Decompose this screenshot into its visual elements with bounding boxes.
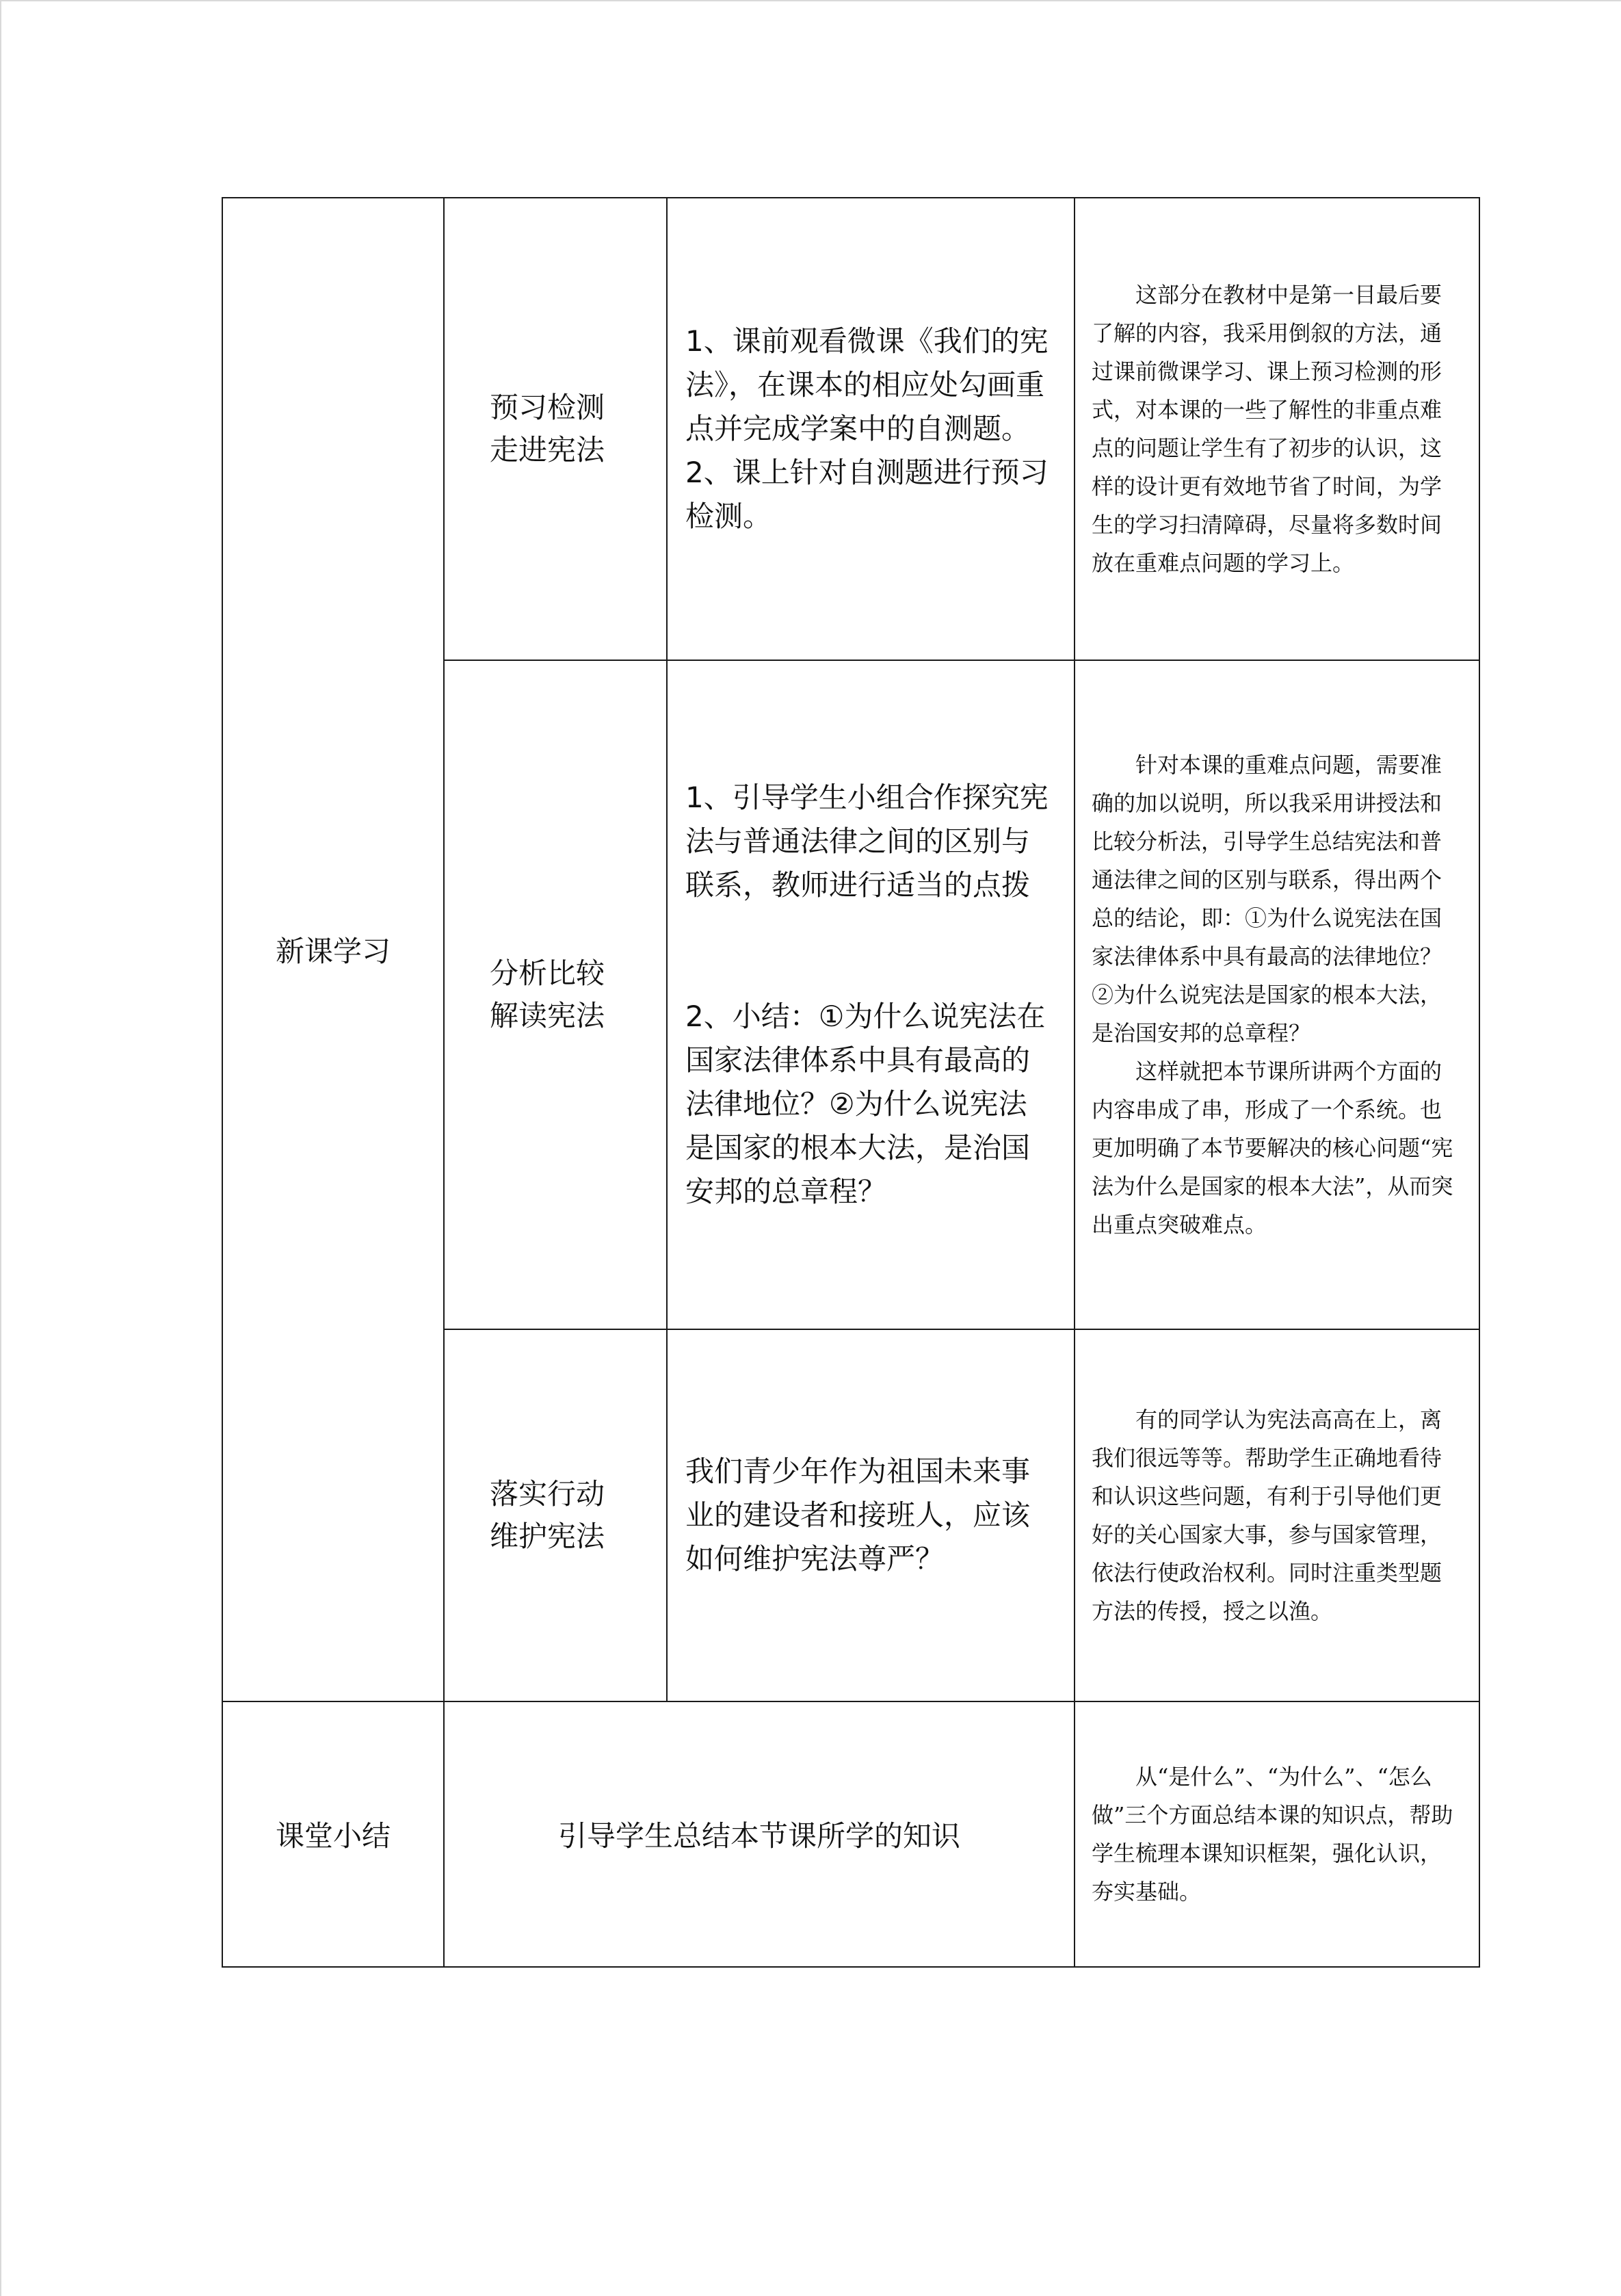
table-row [222, 198, 1479, 660]
stage-summary: 课堂小结 [222, 1701, 444, 1967]
step-name-line: 落实行动 [490, 1477, 605, 1511]
step-name-line: 维护宪法 [490, 1519, 605, 1553]
activity-text: 2、小结：①为什么说宪法在国家法律体系中具有最高的法律地位？②为什么说宪法是国家的根本大法，是治国安邦的总章程？ [685, 1000, 1046, 1208]
design-note-cell [1075, 660, 1479, 1329]
activity-text: 1、引导学生小组合作探究宪法与普通法律之间的区别与联系，教师进行适当的点拨 [685, 781, 1049, 902]
summary-activity: 引导学生总结本节课所学的知识 [444, 1701, 1075, 1967]
stage-new-lesson: 新课学习 [222, 198, 444, 1701]
step-name-line: 预习检测 [490, 391, 605, 424]
step-cell [444, 1329, 667, 1701]
design-note-cell [1075, 198, 1479, 660]
step-name-line: 走进宪法 [490, 433, 605, 467]
step-cell [444, 198, 667, 660]
design-note-text: 这部分在教材中是第一目最后要了解的内容，我采用倒叙的方法，通过课前微课学习、课上预习检测的形式，对本课的一些了解性的非重点难点的问题让学生有了初步的认识，这样的设计更有效地节省了时间，为学生的学习扫清障碍，尽量将多数时间放在重难点问题的学习上。 [1092, 282, 1442, 576]
lesson-plan-table [222, 197, 1480, 1968]
activity-text: 2、课上针对自测题进行预习检测。 [685, 456, 1049, 533]
activity-cell [667, 198, 1075, 660]
design-note-text: 针对本课的重难点问题，需要准确的加以说明，所以我采用讲授法和比较分析法，引导学生总结宪法和普通法律之间的区别与联系，得出两个总的结论，即：①为什么说宪法在国家法律体系中具有最高的法律地位？②为什么说宪法是国家的根本大法，是治国安邦的总章程？ [1092, 752, 1442, 1046]
step-name-line: 解读宪法 [490, 999, 605, 1032]
design-note-cell [1075, 1701, 1479, 1967]
design-note-text: 从“是什么”、“为什么”、“怎么做”三个方面总结本课的知识点，帮助学生梳理本课知识框架，强化认识，夯实基础。 [1092, 1764, 1453, 1905]
activity-cell [667, 660, 1075, 1329]
activity-text: 我们青少年作为祖国未来事业的建设者和接班人，应该如何维护宪法尊严？ [685, 1454, 1031, 1576]
activity-cell [667, 1329, 1075, 1701]
design-note-text: 这样就把本节课所讲两个方面的内容串成了串，形成了一个系统。也更加明确了本节要解决的核心问题“宪法为什么是国家的根本大法”，从而突出重点突破难点。 [1092, 1058, 1453, 1238]
table-row [222, 1701, 1479, 1967]
step-cell [444, 660, 667, 1329]
step-name-line: 分析比较 [490, 956, 605, 990]
activity-text: 1、课前观看微课《我们的宪法》，在课本的相应处勾画重点并完成学案中的自测题。 [685, 324, 1049, 445]
design-note-text: 有的同学认为宪法高高在上，离我们很远等等。帮助学生正确地看待和认识这些问题，有利于引导他们更好的关心国家大事，参与国家管理，依法行使政治权利。同时注重类型题方法的传授，授之以渔。 [1092, 1407, 1442, 1624]
design-note-cell [1075, 1329, 1479, 1701]
